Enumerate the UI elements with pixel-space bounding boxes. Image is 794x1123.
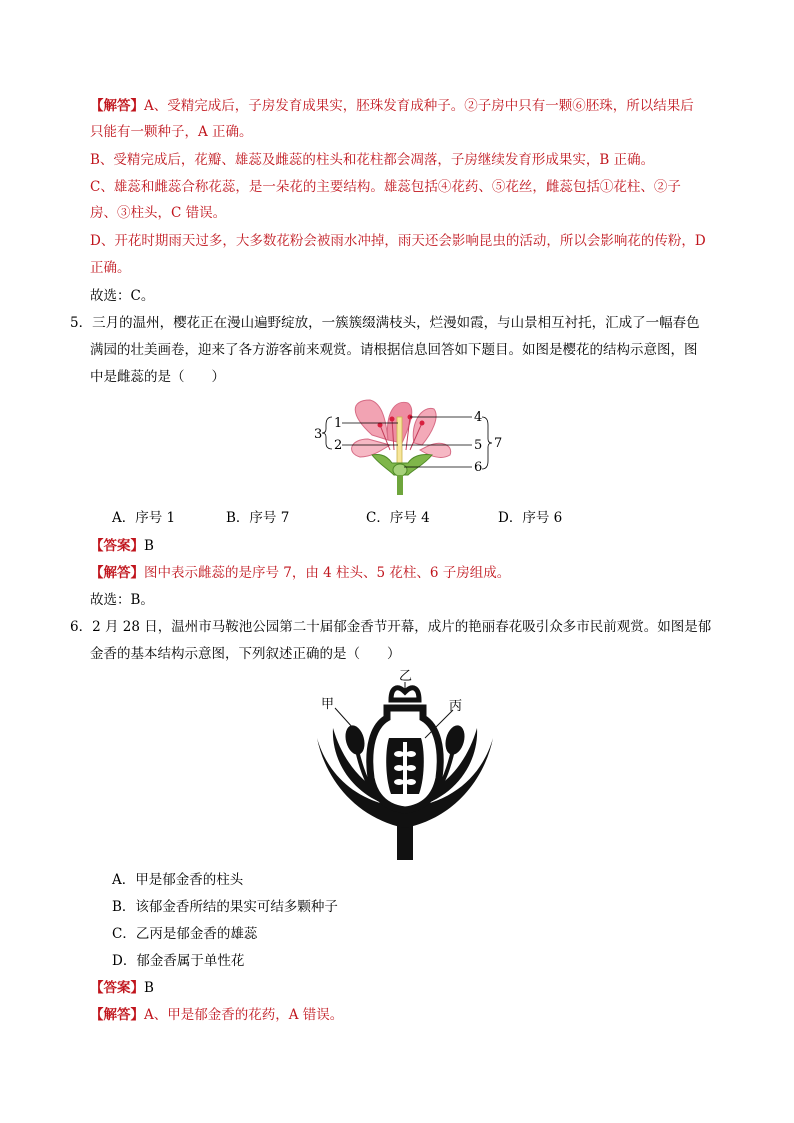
q6-analysis: 【解答】A、甲是郁金香的花药，A 错误。	[90, 1007, 344, 1023]
analysis-line-6: D、开花时期雨天过多，大多数花粉会被雨水冲掉，雨天还会影响昆虫的活动，所以会影响花的传粉，D	[90, 233, 706, 249]
q5-option-c[interactable]: C．序号 4	[366, 510, 430, 526]
q6-option-a[interactable]: A．甲是郁金香的柱头	[112, 872, 244, 888]
analysis-tag: 【解答】	[90, 565, 144, 581]
analysis-line-5: 房、③柱头，C 错误。	[90, 205, 227, 221]
answer-tag: 【答案】	[90, 538, 144, 554]
cherry-blossom-figure	[310, 395, 510, 500]
analysis-line-7: 正确。	[90, 260, 131, 276]
label-1: 1	[334, 416, 343, 431]
analysis-line-2: 只能有一颗种子，A 正确。	[90, 124, 253, 140]
q5-stem-line-2: 满园的壮美画卷，迎来了各方游客前来观赏。请根据信息回答如下题目。如图是樱花的结构示意图，图	[90, 342, 698, 358]
label-bing: 丙	[449, 699, 463, 714]
q6-option-d[interactable]: D．郁金香属于单性花	[112, 953, 245, 969]
label-6: 6	[474, 460, 483, 475]
label-5: 5	[474, 438, 483, 453]
tulip-structure-figure	[305, 668, 505, 860]
q5-analysis: 【解答】图中表示雌蕊的是序号 7，由 4 柱头、5 花柱、6 子房组成。	[90, 565, 511, 581]
answer-value: B	[144, 538, 154, 554]
answer-tag: 【答案】	[90, 980, 144, 996]
q6-answer	[90, 978, 154, 998]
q5-option-d[interactable]: D．序号 6	[498, 510, 563, 526]
label-yi: 乙	[399, 669, 413, 684]
q6-option-b[interactable]: B．该郁金香所结的果实可结多颗种子	[112, 899, 338, 915]
analysis-line-1: 【解答】A、受精完成后，子房发育成果实，胚珠发育成种子。②子房中只有一颗⑥胚珠，所以结果后	[90, 98, 694, 114]
q5-stem-line-3: 中是雌蕊的是（ ）	[90, 369, 225, 385]
analysis-line-4: C、雄蕊和雌蕊合称花蕊，是一朵花的主要结构。雄蕊包括④花药、⑤花丝，雌蕊包括①花柱、②子	[90, 179, 681, 195]
label-7: 7	[494, 436, 503, 451]
q5-option-b[interactable]: B．序号 7	[226, 510, 290, 526]
label-jia: 甲	[321, 697, 335, 712]
label-3: 3	[314, 427, 323, 442]
analysis-tag: 【解答】	[90, 1007, 144, 1023]
q5-option-a[interactable]: A．序号 1	[112, 510, 176, 526]
q5-choice: 故选：B。	[90, 592, 154, 608]
q5-stem-line-1: 5．三月的温州，樱花正在漫山遍野绽放，一簇簇缀满枝头，烂漫如霞，与山景相互衬托，汇成了一幅春色	[70, 315, 700, 331]
analysis-tag: 【解答】	[90, 98, 144, 114]
q6-option-c[interactable]: C．乙丙是郁金香的雄蕊	[112, 926, 258, 942]
q5-answer	[90, 536, 154, 556]
q6-stem-line-2: 金香的基本结构示意图，下列叙述正确的是（ ）	[90, 646, 401, 662]
label-2: 2	[334, 438, 343, 453]
analysis-line-3: B、受精完成后，花瓣、雄蕊及雌蕊的柱头和花柱都会凋落，子房继续发育形成果实，B 正确。	[90, 152, 655, 168]
q6-stem-line-1: 6．2 月 28 日，温州市马鞍池公园第二十届郁金香节开幕，成片的艳丽春花吸引众多市民前观赏。如图是郁	[70, 619, 712, 635]
choice-line: 故选：C。	[90, 288, 155, 304]
label-4: 4	[474, 410, 483, 425]
answer-value: B	[144, 980, 154, 996]
